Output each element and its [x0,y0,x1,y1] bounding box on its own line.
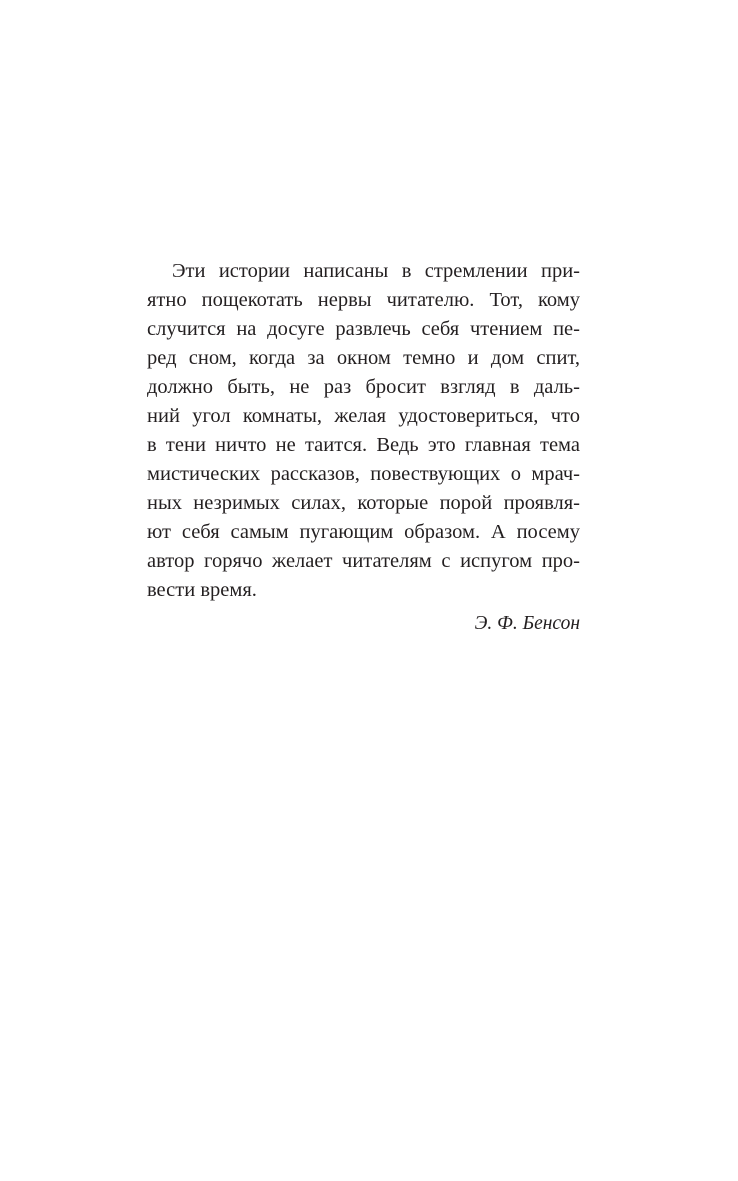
preface-line: случится на досуге развлечь себя чтением пе- [147,318,580,340]
preface-line: вести время. [147,579,257,601]
author-signature: Э. Ф. Бенсон [474,613,580,634]
preface-line: должно быть, не раз бросит взгляд в даль- [147,376,580,398]
preface-line: автор горячо желает читателям с испугом про- [147,550,580,572]
preface-line: ний угол комнаты, желая удостовериться, что [147,405,580,427]
preface-line: ных незримых силах, которые порой проявля- [147,492,580,514]
preface-line: мистических рассказов, повествующих о мрач- [147,463,580,485]
preface-line: ятно пощекотать нервы читателю. Тот, кому [147,289,580,311]
preface-line: в тени ничто не таится. Ведь это главная тема [147,434,580,456]
preface-line: ют себя самым пугающим образом. А посему [147,521,580,543]
preface-line: ред сном, когда за окном темно и дом спит, [147,347,580,369]
preface-text [147,257,580,605]
preface-line: Эти истории написаны в стремлении при- [172,260,580,282]
